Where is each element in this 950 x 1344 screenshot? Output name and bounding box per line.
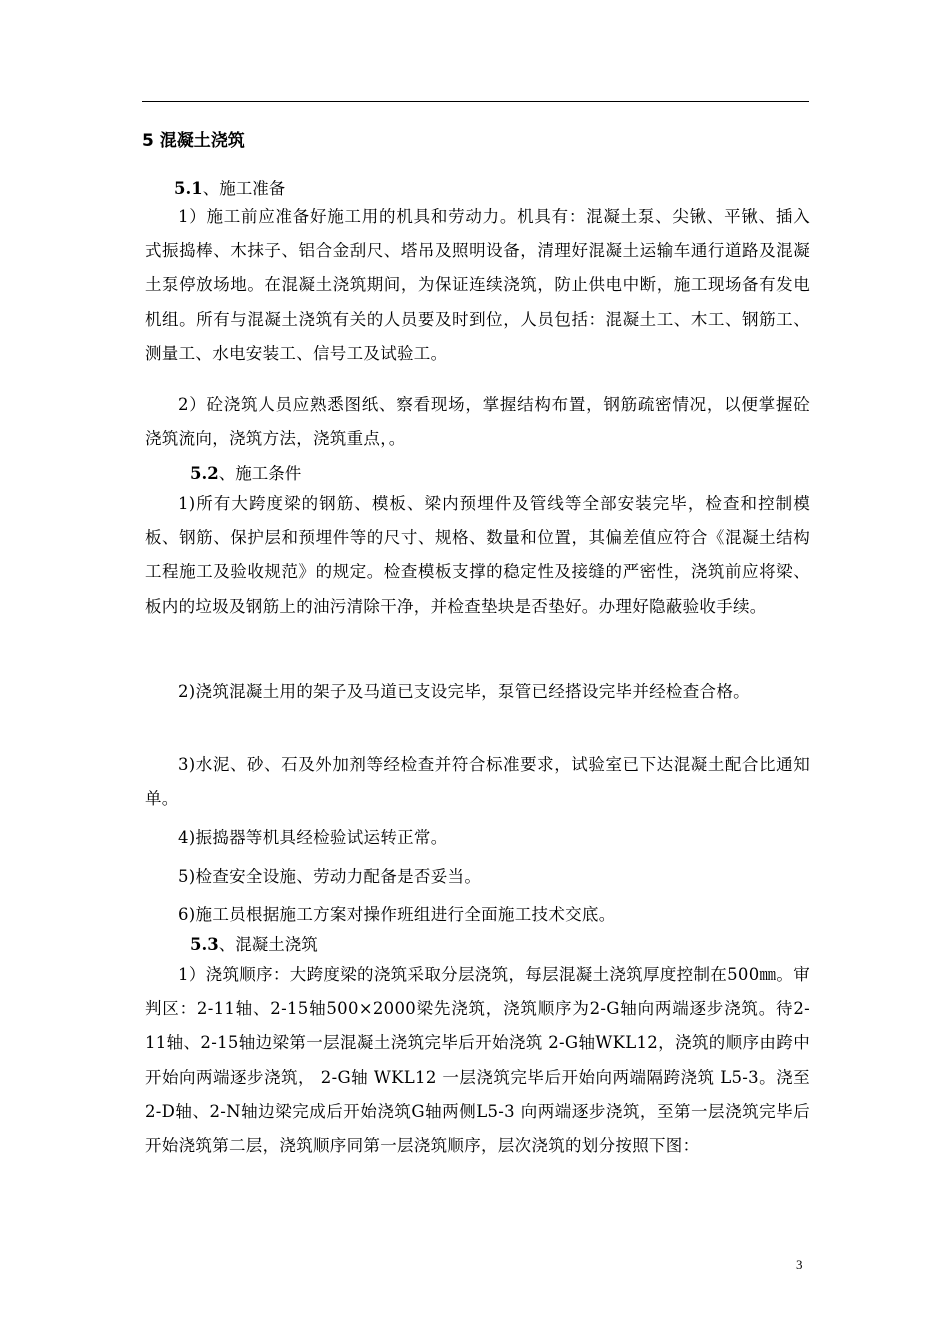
subsection-number: 5.1	[174, 179, 203, 198]
subsection-title: 、混凝土浇筑	[218, 935, 318, 954]
paragraph-5-1-1: 1）施工前应准备好施工用的机具和劳动力。机具有：混凝土泵、尖锹、平锹、插入式振捣棒、木抹子、铝合金刮尺、塔吊及照明设备，清理好混凝土运输车通行道路及混凝土泵停放场地。在混凝土浇筑期间，为保证连续浇筑，防止供电中断，施工现场备有发电机组。所有与混凝土浇筑有关的人员要及时到位，人员包括：混凝土工、木工、钢筋工、测量工、水电安装工、信号工及试验工。	[145, 207, 810, 363]
page-number: 3	[796, 1257, 803, 1272]
subsection-number: 5.3	[190, 935, 219, 954]
section-title: 5 混凝土浇筑	[142, 131, 245, 151]
paragraph-5-2-2: 2)浇筑混凝土用的架子及马道已支设完毕，泵管已经搭设完毕并经检查合格。	[178, 682, 750, 701]
paragraph-5-2-3: 3)水泥、砂、石及外加剂等经检查并符合标准要求，试验室已下达混凝土配合比通知单。	[145, 755, 810, 809]
paragraph-5-1-2: 2）砼浇筑人员应熟悉图纸、察看现场，掌握结构布置，钢筋疏密情况，以便掌握砼浇筑流向，浇筑方法，浇筑重点，。	[145, 395, 810, 449]
subsection-number: 5.2	[190, 464, 219, 483]
subsection-heading-5-3	[190, 931, 318, 959]
subsection-title: 、施工准备	[202, 179, 286, 198]
header-rule	[142, 101, 809, 102]
paragraph-5-2-6: 6)施工员根据施工方案对操作班组进行全面施工技术交底。	[178, 905, 616, 924]
paragraph-5-2-4: 4)振捣器等机具经检验试运转正常。	[178, 828, 448, 847]
paragraph-5-3-1: 1）浇筑顺序：大跨度梁的浇筑采取分层浇筑，每层混凝土浇筑厚度控制在500㎜。审判区：2-11轴、2-15轴500×2000梁先浇筑，浇筑顺序为2-G轴向两端逐步浇筑。待2-11轴、2-15轴边梁第一层混凝土浇筑完毕后开始浇筑 2-G轴WKL12，浇筑的顺序由跨中开始向两端逐步浇筑， 2-G轴 WKL12 一层浇筑完毕后开始向两端隔跨浇筑 L5-3。浇至 2-D轴、2-N轴边梁完成后开始浇筑G轴两侧L5-3 向两端逐步浇筑，至第一层浇筑完毕后开始浇筑第二层，浇筑顺序同第一层浇筑顺序，层次浇筑的划分按照下图：	[145, 965, 810, 1156]
paragraph-5-2-5: 5)检查安全设施、劳动力配备是否妥当。	[178, 867, 482, 886]
paragraph-5-2-1: 1)所有大跨度梁的钢筋、模板、梁内预埋件及管线等全部安装完毕，检查和控制模板、钢筋、保护层和预埋件等的尺寸、规格、数量和位置，其偏差值应符合《混凝土结构工程施工及验收规范》的规定。检查模板支撑的稳定性及接缝的严密性，浇筑前应将梁、板内的垃圾及钢筋上的油污清除干净，并检查垫块是否垫好。办理好隐蔽验收手续。	[145, 494, 810, 616]
subsection-heading-5-1	[174, 175, 285, 203]
subsection-title: 、施工条件	[218, 464, 302, 483]
subsection-heading-5-2	[190, 460, 301, 488]
